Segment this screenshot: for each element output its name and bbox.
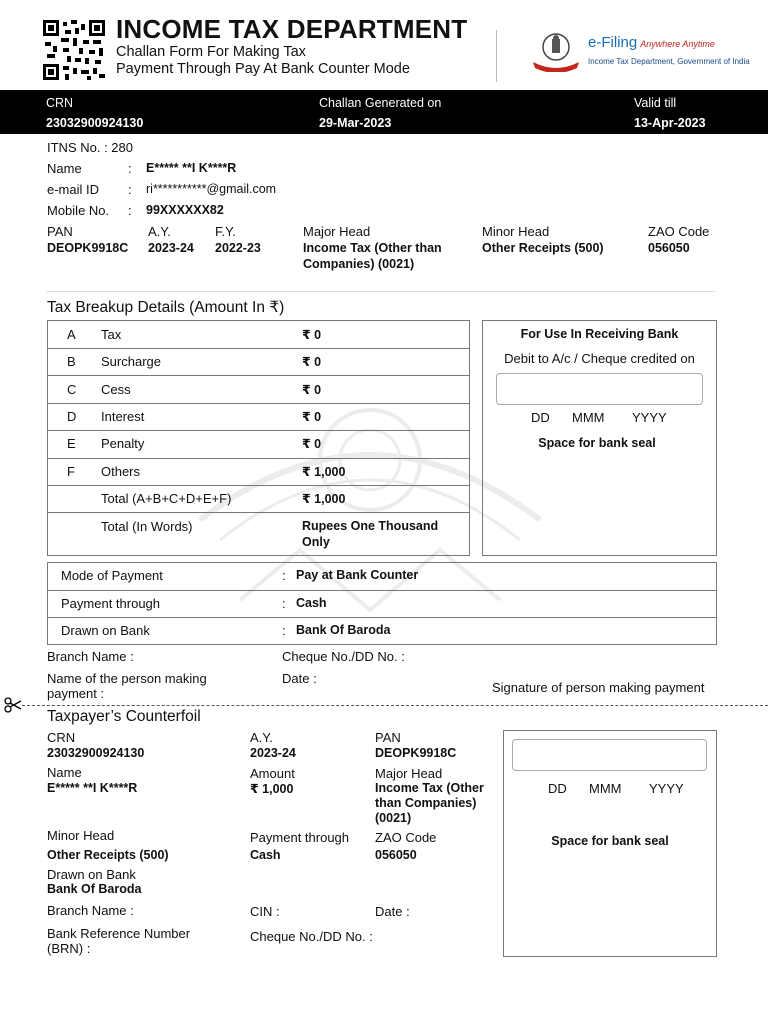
breakup-table — [47, 320, 470, 556]
bank-box-title: For Use In Receiving Bank — [520, 327, 679, 341]
crn-value: 23032900924130 — [46, 116, 144, 130]
cf-through-label: Payment through — [250, 830, 350, 845]
challan-subtitle — [116, 44, 410, 78]
drawn-bank-label: Drawn on Bank — [61, 623, 150, 638]
total-words-label: Total (In Words) — [101, 519, 193, 534]
drawn-bank-sep: : — [282, 623, 286, 638]
generated-value: 29-Mar-2023 — [319, 116, 392, 130]
email-label: e-mail ID — [47, 182, 100, 197]
valid-label: Valid till — [634, 96, 677, 110]
row-label: Penalty — [101, 436, 145, 451]
row-label: Surcharge — [101, 354, 161, 369]
row-label: Interest — [101, 409, 145, 424]
date-label: Date : — [282, 671, 317, 686]
generated-label: Challan Generated on — [319, 96, 442, 110]
cf-amount-label: Amount — [250, 766, 295, 781]
challan-info-bar — [0, 90, 768, 134]
total-words-value-1: Rupees One Thousand — [302, 519, 439, 533]
dd-label: DD — [531, 410, 550, 425]
cheque-label: Cheque No./DD No. : — [282, 649, 405, 664]
header-divider — [496, 30, 497, 82]
ay-value: 2023-24 — [148, 241, 194, 255]
cf-crn-value: 23032900924130 — [47, 746, 145, 760]
bank-seal-space: Space for bank seal — [538, 436, 656, 450]
cf-brn-label-2: (BRN) : — [47, 941, 91, 956]
zao-code-label: ZAO Code — [648, 224, 710, 239]
row-label: Tax — [101, 327, 122, 342]
cf-ay-label: A.Y. — [250, 730, 273, 745]
department-title: INCOME TAX DEPARTMENT — [116, 14, 468, 44]
major-head-value-2: Companies) (0021) — [303, 257, 415, 271]
subtitle-line2: Payment Through Pay At Bank Counter Mode — [116, 61, 410, 77]
mmm-label: MMM — [572, 410, 605, 425]
cf-zao-value: 056050 — [375, 848, 417, 862]
minor-head-value: Other Receipts (500) — [482, 241, 604, 255]
cf-ay-value: 2023-24 — [250, 746, 296, 760]
valid-value: 13-Apr-2023 — [634, 116, 706, 130]
cf-brn-label-1: Bank Reference Number — [47, 926, 191, 941]
pan-label: PAN — [47, 224, 73, 239]
cf-crn-label: CRN — [47, 730, 76, 745]
row-label: Cess — [101, 382, 131, 397]
bank-box-debit: Debit to A/c / Cheque credited on — [504, 351, 695, 366]
cf-cheque-label: Cheque No./DD No. : — [250, 929, 373, 944]
zao-code-value: 056050 — [648, 241, 690, 255]
mobile-label: Mobile No. — [47, 203, 110, 218]
row-code: C — [67, 382, 77, 397]
cf-name-label: Name — [47, 765, 82, 780]
payment-table — [47, 562, 717, 645]
row-code: E — [67, 436, 76, 451]
ay-label: A.Y. — [148, 224, 171, 239]
section-divider — [46, 291, 716, 292]
row-code: B — [67, 354, 76, 369]
efiling-label: e-Filing — [588, 34, 638, 51]
receiving-bank-box — [482, 320, 717, 556]
row-amount: ₹ 1,000 — [302, 465, 346, 479]
emblem-icon — [531, 30, 581, 72]
person-label-1: Name of the person making — [47, 671, 207, 686]
through-value: Cash — [296, 596, 327, 610]
row-label: Others — [101, 464, 141, 479]
efiling-tagline: Anywhere Anytime — [640, 39, 715, 49]
total-words-value-2: Only — [302, 535, 330, 549]
email-sep: : — [128, 182, 132, 197]
cf-major-label: Major Head — [375, 766, 443, 781]
cf-cin-label: CIN : — [250, 904, 280, 919]
cf-dd-label: DD — [548, 781, 567, 796]
cf-major-value-3: (0021) — [375, 811, 412, 825]
person-label-2: payment : — [47, 686, 105, 701]
itns-number: ITNS No. : 280 — [47, 140, 133, 155]
name-sep: : — [128, 161, 132, 176]
row-amount: ₹ 0 — [302, 383, 322, 397]
through-sep: : — [282, 596, 286, 611]
email-value: ri***********@gmail.com — [146, 182, 277, 196]
row-amount: ₹ 0 — [302, 410, 322, 424]
row-code: D — [67, 409, 77, 424]
mode-value: Pay at Bank Counter — [296, 568, 419, 582]
cf-date-label: Date : — [375, 904, 410, 919]
major-head-value-1: Income Tax (Other than — [303, 241, 442, 255]
cf-pan-value: DEOPK9918C — [375, 746, 457, 760]
date-input-box[interactable] — [496, 373, 703, 405]
breakup-title: Tax Breakup Details (Amount In ₹) — [47, 299, 285, 316]
mobile-sep: : — [128, 203, 132, 218]
cf-major-value-1: Income Tax (Other — [375, 781, 484, 795]
row-amount: ₹ 0 — [302, 355, 322, 369]
major-head-label: Major Head — [303, 224, 371, 239]
pan-value: DEOPK9918C — [47, 241, 129, 255]
mobile-value: 99XXXXXX82 — [146, 203, 224, 217]
fy-value: 2022-23 — [215, 241, 261, 255]
counterfoil-title: Taxpayer’s Counterfoil — [47, 708, 201, 725]
row-amount: ₹ 0 — [302, 437, 322, 451]
scissors-icon — [4, 697, 22, 713]
cf-branch-label: Branch Name : — [47, 903, 134, 918]
crn-label: CRN — [46, 96, 74, 110]
cf-mmm-label: MMM — [589, 781, 622, 796]
mode-label: Mode of Payment — [61, 568, 163, 583]
cf-zao-label: ZAO Code — [375, 830, 437, 845]
row-amount: ₹ 0 — [302, 328, 322, 342]
signature-label: Signature of person making payment — [492, 680, 705, 695]
cf-minor-label: Minor Head — [47, 828, 115, 843]
total-label: Total (A+B+C+D+E+F) — [101, 491, 232, 506]
subtitle-line1: Challan Form For Making Tax — [116, 44, 306, 60]
cf-bank-value: Bank Of Baroda — [47, 882, 142, 896]
qr-code-icon — [43, 20, 105, 80]
through-label: Payment through — [61, 596, 161, 611]
cf-amount-value: ₹ 1,000 — [250, 782, 294, 796]
cf-minor-value: Other Receipts (500) — [47, 848, 169, 862]
efiling-brand — [588, 34, 715, 51]
row-code: F — [67, 464, 75, 479]
yyyy-label: YYYY — [632, 410, 667, 425]
branch-name-label: Branch Name : — [47, 649, 134, 664]
efiling-subtext: Income Tax Department, Government of India — [588, 57, 750, 66]
minor-head-label: Minor Head — [482, 224, 550, 239]
name-value: E***** **I K****R — [146, 161, 237, 175]
cf-yyyy-label: YYYY — [649, 781, 684, 796]
cf-major-value-2: than Companies) — [375, 796, 477, 810]
cut-line — [22, 705, 768, 706]
cf-bank-seal-space: Space for bank seal — [551, 834, 669, 848]
cf-date-input-box[interactable] — [512, 739, 707, 771]
mode-sep: : — [282, 568, 286, 583]
cf-name-value: E***** **I K****R — [47, 781, 138, 795]
total-value: ₹ 1,000 — [302, 492, 346, 506]
row-code: A — [67, 327, 76, 342]
cf-pan-label: PAN — [375, 730, 401, 745]
fy-label: F.Y. — [215, 224, 236, 239]
cf-bank-seal-box — [503, 730, 717, 957]
drawn-bank-value: Bank Of Baroda — [296, 623, 391, 637]
cf-bank-label: Drawn on Bank — [47, 867, 136, 882]
cf-through-value: Cash — [250, 848, 281, 862]
name-label: Name — [47, 161, 82, 176]
